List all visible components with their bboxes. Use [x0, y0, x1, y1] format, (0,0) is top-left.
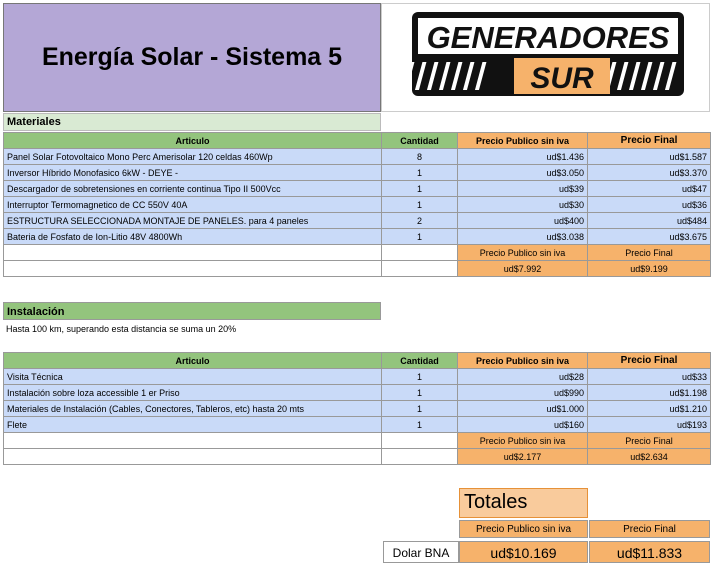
subtotal-value-final[interactable]: ud$9.199 [588, 261, 711, 277]
cell-articulo[interactable]: Descargador de sobretensiones en corriente continua Tipo II 500Vcc [4, 181, 382, 197]
cell-cantidad[interactable]: 1 [382, 229, 458, 245]
subtotal-value-final[interactable]: ud$2.634 [588, 449, 711, 465]
empty-cell[interactable] [4, 261, 382, 277]
subtotal-label-final[interactable]: Precio Final [588, 245, 711, 261]
cell-precio-publico[interactable]: ud$160 [458, 417, 588, 433]
cell-cantidad[interactable]: 1 [382, 197, 458, 213]
cell-precio-publico[interactable]: ud$39 [458, 181, 588, 197]
cell-precio-final[interactable]: ud$193 [588, 417, 711, 433]
table-row [4, 213, 711, 229]
cell-precio-final[interactable]: ud$1.198 [588, 385, 711, 401]
empty-cell[interactable] [382, 245, 458, 261]
logo-text-generadores: GENERADORES [426, 20, 670, 55]
table-row [4, 181, 711, 197]
empty-cell[interactable] [382, 433, 458, 449]
cell-precio-final[interactable]: ud$33 [588, 369, 711, 385]
cell-articulo[interactable]: Inversor Híbrido Monofasico 6kW - DEYE - [4, 165, 382, 181]
table-row [4, 385, 711, 401]
cell-precio-final[interactable]: ud$36 [588, 197, 711, 213]
instalacion-header-row [4, 353, 711, 369]
cell-precio-publico[interactable]: ud$990 [458, 385, 588, 401]
cell-articulo[interactable]: Interruptor Termomagnetico de CC 550V 40A [4, 197, 382, 213]
subtotal-label-row [4, 245, 711, 261]
subtotal-label-final[interactable]: Precio Final [588, 433, 711, 449]
cell-precio-final[interactable]: ud$47 [588, 181, 711, 197]
col-header-precio-final[interactable]: Precio Final [588, 353, 711, 369]
totales-label-final[interactable]: Precio Final [589, 520, 710, 538]
cell-cantidad[interactable]: 1 [382, 165, 458, 181]
col-header-cantidad[interactable]: Cantidad [382, 353, 458, 369]
cell-cantidad[interactable]: 1 [382, 369, 458, 385]
totales-value-final[interactable]: ud$11.833 [589, 541, 710, 563]
totales-value-publico[interactable]: ud$10.169 [459, 541, 588, 563]
cell-precio-publico[interactable]: ud$1.436 [458, 149, 588, 165]
instalacion-table [3, 352, 711, 465]
cell-precio-publico[interactable]: ud$3.050 [458, 165, 588, 181]
col-header-precio-publico[interactable]: Precio Publico sin iva [458, 353, 588, 369]
table-row [4, 149, 711, 165]
empty-cell[interactable] [382, 261, 458, 277]
table-row [4, 417, 711, 433]
col-header-precio-final[interactable]: Precio Final [588, 133, 711, 149]
table-row [4, 401, 711, 417]
col-header-cantidad[interactable]: Cantidad [382, 133, 458, 149]
cell-cantidad[interactable]: 1 [382, 417, 458, 433]
cell-precio-publico[interactable]: ud$30 [458, 197, 588, 213]
col-header-precio-publico[interactable]: Precio Publico sin iva [458, 133, 588, 149]
materiales-header-row [4, 133, 711, 149]
totales-label-publico[interactable]: Precio Publico sin iva [459, 520, 588, 538]
cell-precio-final[interactable]: ud$3.675 [588, 229, 711, 245]
logo-text-sur: SUR [530, 62, 594, 95]
cell-precio-final[interactable]: ud$1.210 [588, 401, 711, 417]
dolar-bna-label[interactable]: Dolar BNA [383, 541, 459, 563]
materiales-table [3, 132, 711, 277]
subtotal-value-publico[interactable]: ud$2.177 [458, 449, 588, 465]
table-row [4, 197, 711, 213]
subtotal-value-publico[interactable]: ud$7.992 [458, 261, 588, 277]
col-header-articulo[interactable]: Articulo [4, 353, 382, 369]
cell-articulo[interactable]: Visita Técnica [4, 369, 382, 385]
brand-logo [381, 3, 710, 112]
cell-articulo[interactable]: Flete [4, 417, 382, 433]
totales-heading[interactable]: Totales [459, 488, 588, 518]
sheet-title-cell[interactable] [3, 3, 381, 112]
table-row [4, 369, 711, 385]
table-row [4, 165, 711, 181]
cell-precio-final[interactable]: ud$1.587 [588, 149, 711, 165]
subtotal-value-row [4, 449, 711, 465]
empty-cell[interactable] [4, 433, 382, 449]
cell-cantidad[interactable]: 1 [382, 181, 458, 197]
col-header-articulo[interactable]: Articulo [4, 133, 382, 149]
cell-precio-final[interactable]: ud$3.370 [588, 165, 711, 181]
table-row [4, 229, 711, 245]
subtotal-value-row [4, 261, 711, 277]
logo-graphic [382, 4, 711, 113]
cell-cantidad[interactable]: 1 [382, 385, 458, 401]
cell-cantidad[interactable]: 2 [382, 213, 458, 229]
cell-articulo[interactable]: Materiales de Instalación (Cables, Conectores, Tableros, etc) hasta 20 mts [4, 401, 382, 417]
empty-cell[interactable] [4, 245, 382, 261]
section-materiales[interactable]: Materiales [3, 113, 381, 131]
cell-precio-publico[interactable]: ud$28 [458, 369, 588, 385]
cell-cantidad[interactable]: 8 [382, 149, 458, 165]
subtotal-label-publico[interactable]: Precio Publico sin iva [458, 433, 588, 449]
section-instalacion[interactable]: Instalación [3, 302, 381, 320]
cell-articulo[interactable]: ESTRUCTURA SELECCIONADA MONTAJE DE PANELES. para 4 paneles [4, 213, 382, 229]
instalacion-note[interactable]: Hasta 100 km, superando esta distancia se suma un 20% [6, 324, 237, 334]
empty-cell[interactable] [382, 449, 458, 465]
cell-articulo[interactable]: Instalación sobre loza accessible 1 er Priso [4, 385, 382, 401]
cell-precio-publico[interactable]: ud$3.038 [458, 229, 588, 245]
cell-precio-publico[interactable]: ud$400 [458, 213, 588, 229]
cell-articulo[interactable]: Panel Solar Fotovoltaico Mono Perc Amerisolar 120 celdas 460Wp [4, 149, 382, 165]
cell-precio-final[interactable]: ud$484 [588, 213, 711, 229]
subtotal-label-row [4, 433, 711, 449]
subtotal-label-publico[interactable]: Precio Publico sin iva [458, 245, 588, 261]
cell-precio-publico[interactable]: ud$1.000 [458, 401, 588, 417]
sheet-title: Energía Solar - Sistema 5 [41, 43, 343, 71]
cell-articulo[interactable]: Bateria de Fosfato de Ion-Litio 48V 4800Wh [4, 229, 382, 245]
empty-cell[interactable] [4, 449, 382, 465]
cell-cantidad[interactable]: 1 [382, 401, 458, 417]
